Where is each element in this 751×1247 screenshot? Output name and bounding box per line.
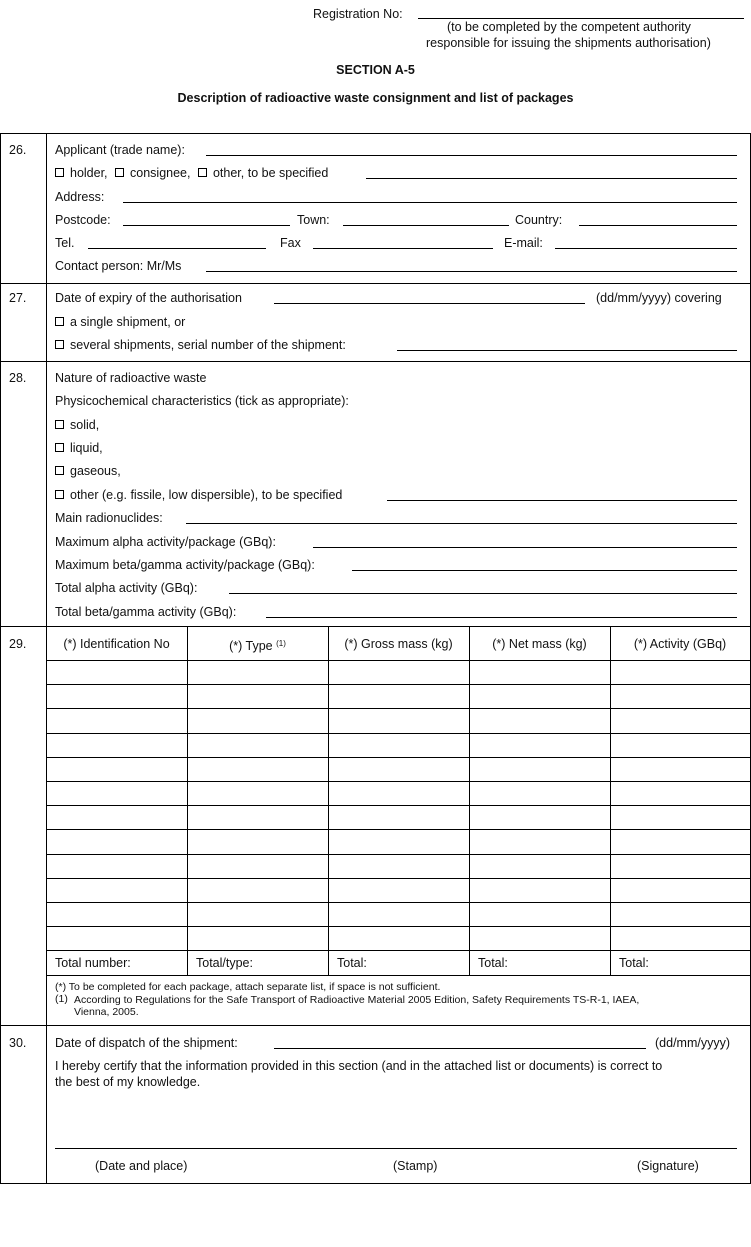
table-header-cell bbox=[469, 637, 610, 651]
gaseous-checkbox[interactable] bbox=[55, 466, 64, 475]
liquid-label: liquid, bbox=[70, 441, 103, 455]
fax-label: Fax bbox=[280, 236, 301, 250]
table-cell[interactable] bbox=[611, 855, 750, 877]
table-row-line bbox=[46, 950, 750, 951]
table-header-cell bbox=[46, 637, 187, 651]
table-cell[interactable] bbox=[470, 879, 610, 901]
table-cell[interactable] bbox=[611, 830, 750, 852]
table-cell[interactable] bbox=[611, 685, 750, 707]
email-label: E-mail: bbox=[504, 236, 543, 250]
table-header-cell bbox=[610, 637, 750, 651]
section-29-number: 29. bbox=[9, 637, 27, 651]
table-cell[interactable] bbox=[611, 903, 750, 925]
contact-label: Contact person: Mr/Ms bbox=[55, 259, 182, 273]
table-header-text: (*) Gross mass (kg) bbox=[344, 637, 453, 651]
table-cell[interactable] bbox=[329, 927, 469, 949]
max-beta-label: Maximum beta/gamma activity/package (GBq): bbox=[55, 558, 315, 572]
table-cell[interactable] bbox=[47, 782, 187, 804]
table-cell[interactable] bbox=[611, 661, 750, 683]
table-cell[interactable] bbox=[47, 806, 187, 828]
other-role-field[interactable] bbox=[366, 178, 737, 179]
section-26-bottom bbox=[0, 283, 751, 284]
consignee-checkbox[interactable] bbox=[115, 168, 124, 177]
solid-option bbox=[55, 418, 99, 432]
section-30-number: 30. bbox=[9, 1036, 27, 1050]
table-header-cell bbox=[187, 637, 328, 653]
table-header-text: (*) Type bbox=[229, 639, 273, 653]
table-cell[interactable] bbox=[470, 903, 610, 925]
table-cell[interactable] bbox=[611, 709, 750, 731]
town-label: Town: bbox=[297, 213, 330, 227]
certify-line-1: I hereby certify that the information provided in this section (and in the attached list or documents) is correct to bbox=[55, 1059, 663, 1073]
table-header-text: (*) Identification No bbox=[63, 637, 170, 651]
max-beta-field[interactable] bbox=[352, 570, 737, 571]
table-total-cell[interactable]: Total: bbox=[619, 956, 649, 970]
table-cell[interactable] bbox=[329, 830, 469, 852]
frame-left bbox=[0, 133, 1, 1184]
table-cell[interactable] bbox=[188, 661, 328, 683]
footnote-1-mark: (1) bbox=[55, 993, 68, 1005]
contact-field[interactable] bbox=[206, 271, 737, 272]
type-footnote-ref: (1) bbox=[276, 639, 286, 648]
footnote-1-line-2: Vienna, 2005. bbox=[74, 1006, 139, 1018]
table-total-cell[interactable]: Total number: bbox=[55, 956, 131, 970]
several-shipments-checkbox[interactable] bbox=[55, 340, 64, 349]
certify-line-2: the best of my knowledge. bbox=[55, 1075, 201, 1089]
table-cell[interactable] bbox=[470, 927, 610, 949]
expiry-label: Date of expiry of the authorisation bbox=[55, 291, 242, 305]
other-nature-checkbox[interactable] bbox=[55, 490, 64, 499]
tel-label: Tel. bbox=[55, 236, 75, 250]
table-cell[interactable] bbox=[611, 927, 750, 949]
signature-label: (Signature) bbox=[637, 1159, 699, 1173]
table-cell[interactable] bbox=[470, 782, 610, 804]
total-beta-label: Total beta/gamma activity (GBq): bbox=[55, 605, 237, 619]
table-cell[interactable] bbox=[188, 709, 328, 731]
table-cell[interactable] bbox=[47, 927, 187, 949]
address-label: Address: bbox=[55, 190, 105, 204]
frame-bottom bbox=[0, 1183, 751, 1184]
gaseous-option bbox=[55, 464, 121, 478]
frame-top bbox=[0, 133, 751, 134]
table-cell[interactable] bbox=[329, 685, 469, 707]
total-beta-field[interactable] bbox=[266, 617, 737, 618]
table-cell[interactable] bbox=[329, 782, 469, 804]
applicant-field[interactable] bbox=[206, 155, 737, 156]
section-28-number: 28. bbox=[9, 371, 27, 385]
dispatch-field[interactable] bbox=[274, 1048, 646, 1049]
footnote-1-line-1: According to Regulations for the Safe Transport of Radioactive Material 2005 Edition, Safety Requirements TS-R-1, IAEA, bbox=[74, 994, 640, 1006]
table-cell[interactable] bbox=[611, 806, 750, 828]
section-26-number: 26. bbox=[9, 143, 27, 157]
table-totals-bottom bbox=[46, 975, 750, 976]
table-cell[interactable] bbox=[47, 879, 187, 901]
table-cell[interactable] bbox=[611, 879, 750, 901]
section-29-bottom bbox=[0, 1025, 751, 1026]
table-cell[interactable] bbox=[188, 685, 328, 707]
table-cell[interactable] bbox=[611, 734, 750, 756]
expiry-field[interactable] bbox=[274, 303, 585, 304]
table-cell[interactable] bbox=[188, 782, 328, 804]
table-cell[interactable] bbox=[470, 806, 610, 828]
table-cell[interactable] bbox=[188, 830, 328, 852]
table-cell[interactable] bbox=[188, 734, 328, 756]
table-header-text: (*) Activity (GBq) bbox=[633, 637, 727, 651]
table-cell[interactable] bbox=[470, 709, 610, 731]
fax-field[interactable] bbox=[313, 248, 493, 249]
table-cell[interactable] bbox=[329, 903, 469, 925]
other-nature-option bbox=[55, 488, 342, 502]
table-cell[interactable] bbox=[470, 661, 610, 683]
table-cell[interactable] bbox=[188, 879, 328, 901]
address-field[interactable] bbox=[123, 202, 737, 203]
table-header-text: (*) Net mass (kg) bbox=[492, 637, 587, 651]
registration-field[interactable] bbox=[418, 18, 744, 19]
table-cell[interactable] bbox=[470, 855, 610, 877]
table-cell[interactable] bbox=[470, 830, 610, 852]
table-cell[interactable] bbox=[329, 734, 469, 756]
holder-checkbox[interactable] bbox=[55, 168, 64, 177]
section-27-number: 27. bbox=[9, 291, 27, 305]
liquid-checkbox[interactable] bbox=[55, 443, 64, 452]
holder-label: holder, bbox=[70, 166, 108, 180]
registration-note-2: responsible for issuing the shipments authorisation) bbox=[426, 36, 711, 50]
stamp-label: (Stamp) bbox=[393, 1159, 438, 1173]
page-title: Description of radioactive waste consignment and list of packages bbox=[177, 91, 574, 105]
registration-note-1: (to be completed by the competent authority bbox=[447, 20, 691, 34]
footnote-asterisk: (*) To be completed for each package, attach separate list, if space is not sufficient. bbox=[55, 981, 441, 993]
number-column-divider bbox=[46, 133, 47, 1184]
table-cell[interactable] bbox=[470, 734, 610, 756]
several-shipments-option bbox=[55, 338, 346, 352]
signature-line[interactable] bbox=[55, 1148, 737, 1149]
table-cell[interactable] bbox=[329, 879, 469, 901]
table-cell[interactable] bbox=[47, 830, 187, 852]
several-shipments-label: several shipments, serial number of the shipment: bbox=[70, 338, 346, 352]
table-total-cell[interactable]: Total: bbox=[478, 956, 508, 970]
section-28-bottom bbox=[0, 626, 751, 627]
other-nature-label: other (e.g. fissile, low dispersible), to be specified bbox=[70, 488, 343, 502]
table-cell[interactable] bbox=[47, 709, 187, 731]
table-cell[interactable] bbox=[188, 758, 328, 780]
country-label: Country: bbox=[515, 213, 563, 227]
postcode-label: Postcode: bbox=[55, 213, 111, 227]
serial-number-field[interactable] bbox=[397, 350, 737, 351]
total-alpha-label: Total alpha activity (GBq): bbox=[55, 581, 198, 595]
table-cell[interactable] bbox=[329, 806, 469, 828]
tel-field[interactable] bbox=[88, 248, 266, 249]
physico-label: Physicochemical characteristics (tick as appropriate): bbox=[55, 394, 349, 408]
max-alpha-field[interactable] bbox=[313, 547, 737, 548]
table-header-cell bbox=[328, 637, 469, 651]
table-cell[interactable] bbox=[470, 758, 610, 780]
table-cell[interactable] bbox=[329, 661, 469, 683]
town-field[interactable] bbox=[343, 225, 509, 226]
table-cell[interactable] bbox=[47, 855, 187, 877]
nature-label: Nature of radioactive waste bbox=[55, 371, 207, 385]
table-cell[interactable] bbox=[188, 806, 328, 828]
liquid-option bbox=[55, 441, 103, 455]
section-heading: SECTION A-5 bbox=[336, 63, 415, 77]
table-total-cell[interactable]: Total: bbox=[337, 956, 367, 970]
table-cell[interactable] bbox=[329, 758, 469, 780]
single-shipment-label: a single shipment, or bbox=[70, 315, 186, 329]
registration-label: Registration No: bbox=[313, 7, 403, 21]
table-cell[interactable] bbox=[329, 855, 469, 877]
table-cell[interactable] bbox=[611, 758, 750, 780]
table-cell[interactable] bbox=[611, 782, 750, 804]
role-options bbox=[55, 166, 328, 180]
dispatch-label: Date of dispatch of the shipment: bbox=[55, 1036, 238, 1050]
dispatch-suffix: (dd/mm/yyyy) bbox=[655, 1036, 730, 1050]
main-radionuclides-label: Main radionuclides: bbox=[55, 511, 163, 525]
other-role-checkbox[interactable] bbox=[198, 168, 207, 177]
solid-checkbox[interactable] bbox=[55, 420, 64, 429]
single-shipment-option bbox=[55, 315, 185, 329]
postcode-field[interactable] bbox=[123, 225, 290, 226]
single-shipment-checkbox[interactable] bbox=[55, 317, 64, 326]
table-total-cell[interactable]: Total/type: bbox=[196, 956, 253, 970]
table-cell[interactable] bbox=[188, 855, 328, 877]
email-field[interactable] bbox=[555, 248, 737, 249]
consignee-label: consignee, bbox=[130, 166, 191, 180]
main-radionuclides-field[interactable] bbox=[186, 523, 737, 524]
table-cell[interactable] bbox=[188, 927, 328, 949]
table-cell[interactable] bbox=[470, 685, 610, 707]
table-cell[interactable] bbox=[329, 709, 469, 731]
total-alpha-field[interactable] bbox=[229, 593, 737, 594]
table-cell[interactable] bbox=[47, 685, 187, 707]
table-cell[interactable] bbox=[47, 661, 187, 683]
date-place-label: (Date and place) bbox=[95, 1159, 188, 1173]
table-cell[interactable] bbox=[47, 758, 187, 780]
other-role-label: other, to be specified bbox=[212, 166, 329, 180]
other-nature-field[interactable] bbox=[387, 500, 737, 501]
gaseous-label: gaseous, bbox=[70, 464, 121, 478]
max-alpha-label: Maximum alpha activity/package (GBq): bbox=[55, 535, 276, 549]
table-cell[interactable] bbox=[188, 903, 328, 925]
expiry-suffix: (dd/mm/yyyy) covering bbox=[596, 291, 722, 305]
table-cell[interactable] bbox=[47, 903, 187, 925]
applicant-label: Applicant (trade name): bbox=[55, 143, 185, 157]
section-27-bottom bbox=[0, 361, 751, 362]
table-cell[interactable] bbox=[47, 734, 187, 756]
country-field[interactable] bbox=[579, 225, 737, 226]
solid-label: solid, bbox=[70, 418, 100, 432]
